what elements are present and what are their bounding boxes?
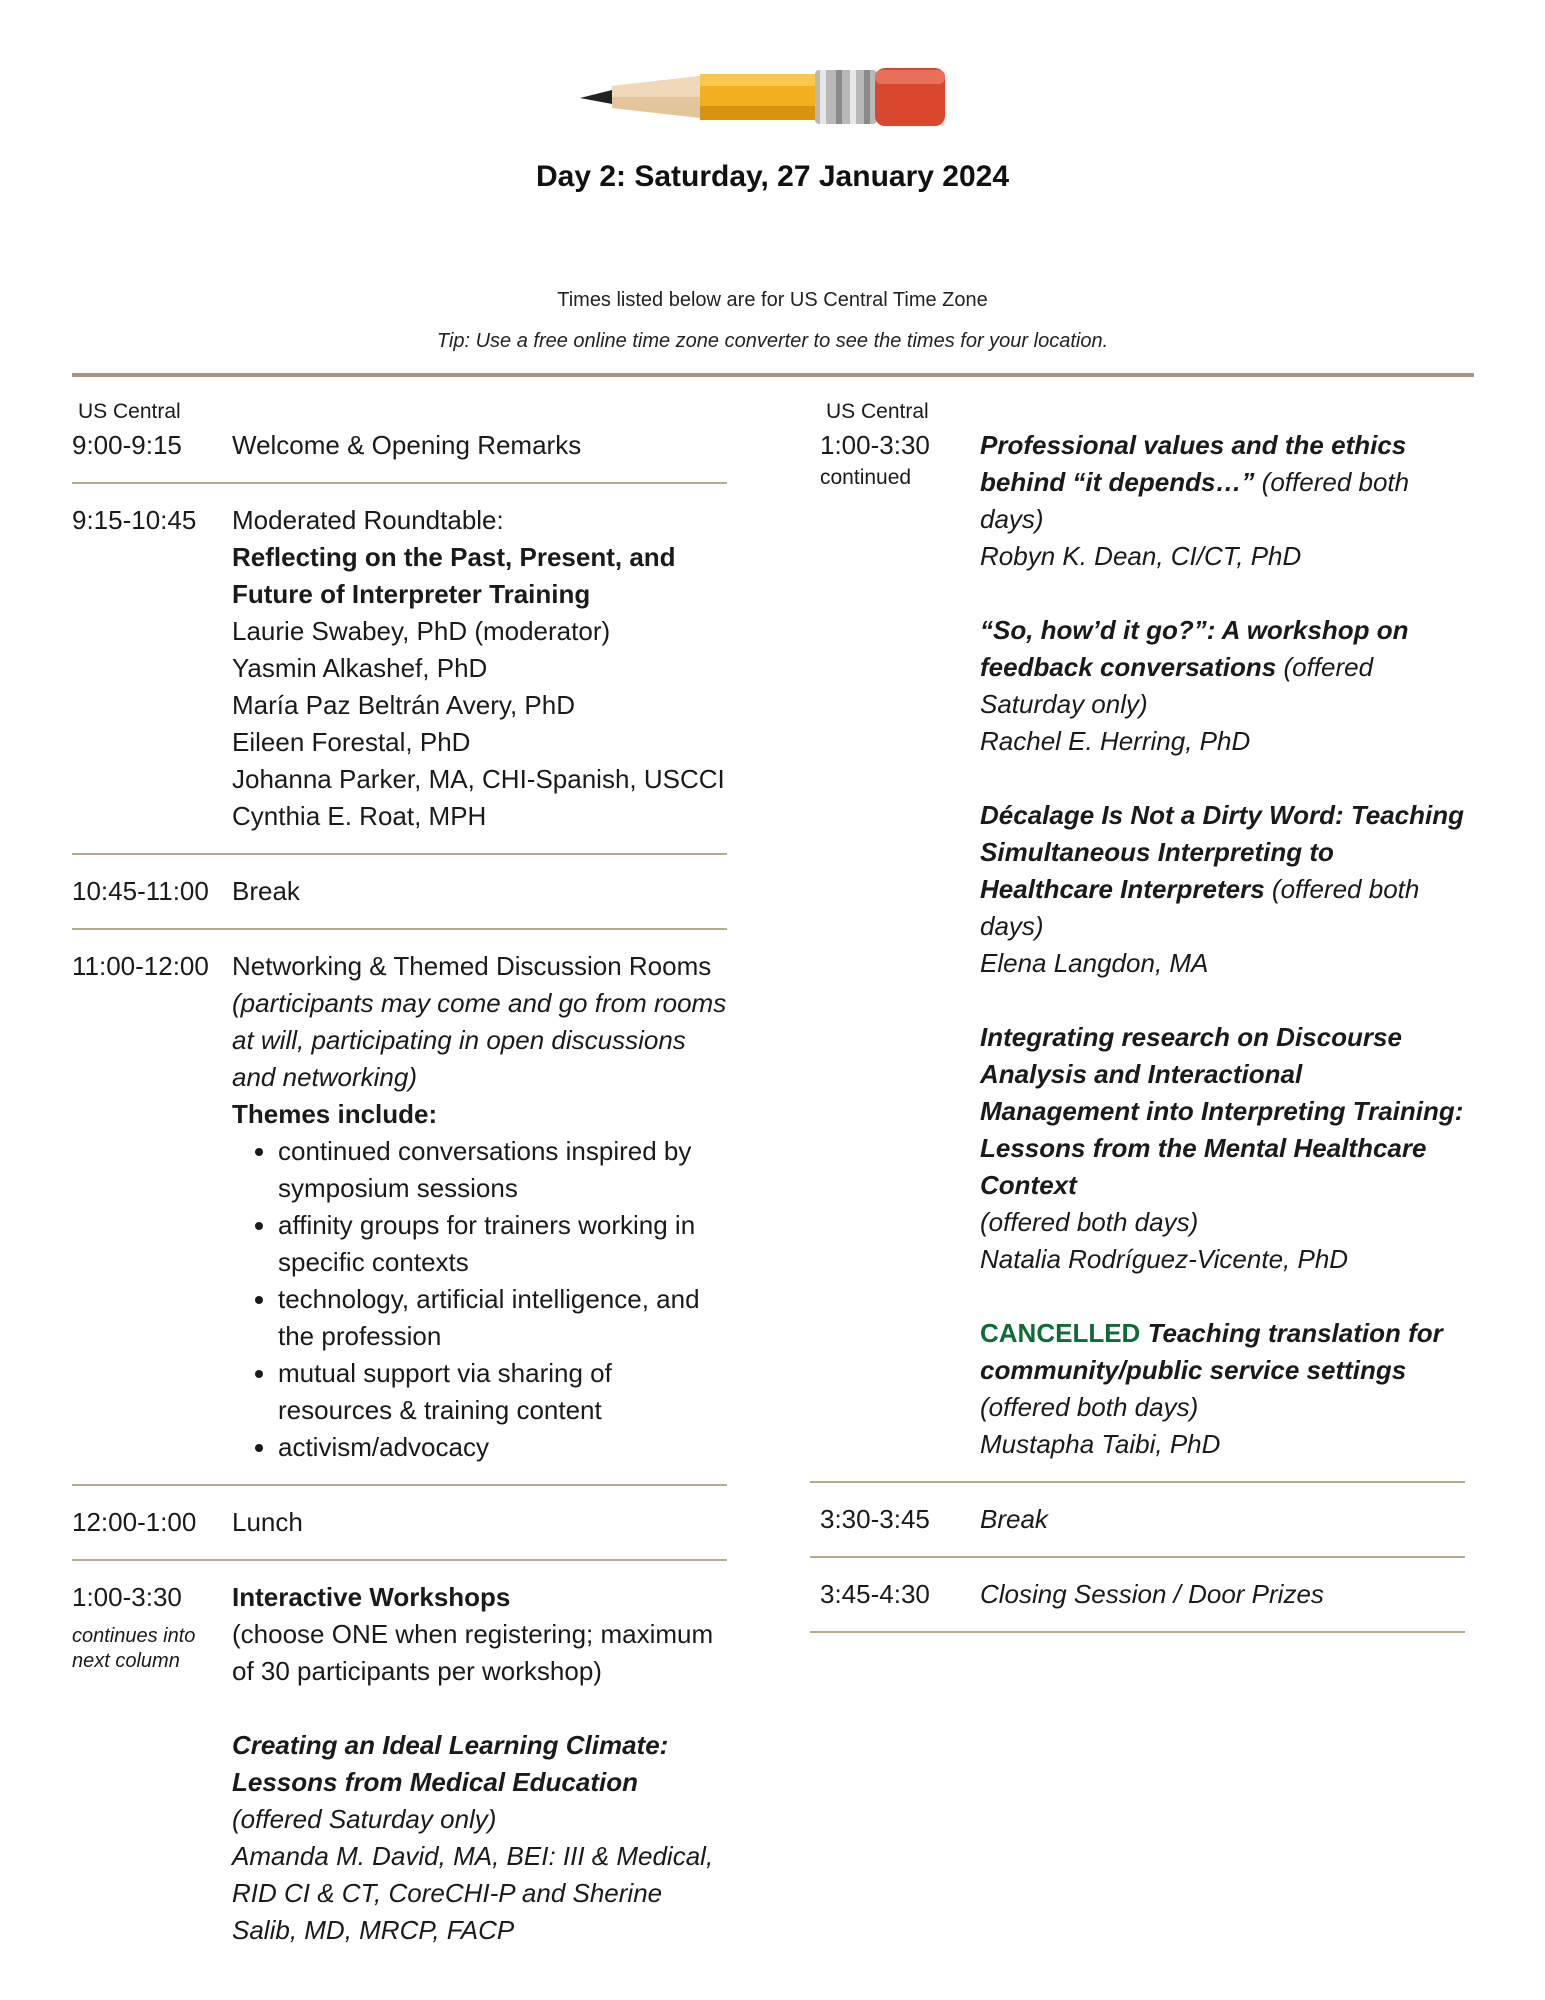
list-item: • continued conversations inspired by symposium sessions <box>278 1133 727 1207</box>
workshop-presenters: Amanda M. David, MA, BEI: III & Medical, RID CI & CT, CoreCHI-P and Sherine Salib, MD, MRCP, FACP <box>232 1841 714 1945</box>
welcome-block <box>72 397 727 484</box>
session-label: Lunch <box>232 1507 303 1537</box>
workshop-title: Creating an Ideal Learning Climate: Lessons from Medical Education <box>232 1730 669 1797</box>
list-item: • mutual support via sharing of resources & training content <box>278 1355 727 1429</box>
session-note: (choose ONE when registering; maximum of 30 participants per workshop) <box>232 1619 714 1686</box>
workshop-title: “So, how’d it go?”: A workshop on feedback conversations <box>980 615 1409 682</box>
closing-block <box>810 1576 1465 1633</box>
page-title: Day 2: Saturday, 27 January 2024 <box>535 160 1010 193</box>
workshop-presenter: Mustapha Taibi, PhD <box>980 1429 1221 1459</box>
workshop-title: Teaching translation for community/public service settings <box>980 1318 1443 1385</box>
list-item: • activism/advocacy <box>278 1429 727 1466</box>
workshop-presenter: Robyn K. Dean, CI/CT, PhD <box>980 541 1302 571</box>
session-label: Break <box>232 876 300 906</box>
timezone-note: Times listed below are for US Central Time Zone <box>557 289 988 311</box>
list-item: • technology, artificial intelligence, and the profession <box>278 1281 727 1355</box>
time-label: 3:45-4:30 <box>820 1579 930 1609</box>
time-label: 9:15-10:45 <box>72 505 197 535</box>
tz-label: US Central <box>78 400 181 423</box>
workshop-item <box>980 427 1465 575</box>
speaker: Laurie Swabey, PhD (moderator) <box>232 616 611 646</box>
session-label: Welcome & Opening Remarks <box>232 430 582 460</box>
time-label: 12:00-1:00 <box>72 1507 197 1537</box>
workshop-title: Professional values and the ethics behind “it depends…” <box>980 430 1407 497</box>
workshop-offered: (offered both days) <box>980 1392 1199 1422</box>
list-item: • affinity groups for trainers working in specific contexts <box>278 1207 727 1281</box>
speaker: María Paz Beltrán Avery, PhD <box>232 690 575 720</box>
time-label: 11:00-12:00 <box>72 951 209 981</box>
workshop-offered: (offered Saturday only) <box>232 1804 497 1834</box>
workshop-offered: (offered both days) <box>980 1207 1199 1237</box>
themes-list <box>232 1133 727 1466</box>
session-label: Break <box>980 1504 1048 1534</box>
workshop-presenter: Elena Langdon, MA <box>980 948 1209 978</box>
time-note: continued <box>820 466 912 489</box>
session-heading: Interactive Workshops <box>232 1582 511 1612</box>
workshop-item <box>980 1019 1465 1278</box>
workshop-title: Integrating research on Discourse Analysis and Interactional Management into Interpreting Training: Lessons from the Mental Healthcare Context <box>980 1022 1464 1200</box>
workshop-title: Décalage Is Not a Dirty Word: Teaching Simultaneous Interpreting to Healthcare Interpreters <box>980 800 1464 904</box>
workshop-item <box>980 612 1465 760</box>
time-label: 3:30-3:45 <box>820 1504 930 1534</box>
themes-heading: Themes include: <box>232 1099 438 1129</box>
time-label: 1:00-3:30 <box>820 430 930 460</box>
tz-label: US Central <box>826 400 929 423</box>
schedule-right-column <box>810 397 1465 1651</box>
workshop-item <box>980 797 1465 982</box>
workshops-block <box>72 1579 727 1967</box>
lunch-block <box>72 1504 727 1561</box>
speaker: Yasmin Alkashef, PhD <box>232 653 488 683</box>
networking-block <box>72 948 727 1486</box>
break-block <box>72 873 727 930</box>
speaker: Cynthia E. Roat, MPH <box>232 801 487 831</box>
workshop-offered: (offered Saturday only) <box>980 652 1374 719</box>
session-type: Moderated Roundtable: <box>232 505 504 535</box>
workshop-item-cancelled <box>980 1315 1465 1463</box>
header-divider <box>72 373 1474 377</box>
workshop-presenter: Natalia Rodríguez-Vicente, PhD <box>980 1244 1349 1274</box>
cancelled-badge: CANCELLED <box>980 1318 1141 1348</box>
roundtable-block <box>72 502 727 855</box>
workshop-presenter: Rachel E. Herring, PhD <box>980 726 1251 756</box>
speaker: Eileen Forestal, PhD <box>232 727 471 757</box>
time-label: 1:00-3:30 <box>72 1582 182 1612</box>
session-label: Networking & Themed Discussion Rooms <box>232 951 712 981</box>
timezone-tip: Tip: Use a free online time zone converter to see the times for your location. <box>436 330 1109 352</box>
pencil-illustration <box>580 60 960 130</box>
time-label: 10:45-11:00 <box>72 876 209 906</box>
schedule-left-column <box>72 397 727 1967</box>
time-label: 9:00-9:15 <box>72 430 182 460</box>
time-note: continues into next column <box>72 1625 196 1672</box>
workshop-offered: (offered both days) <box>980 874 1420 941</box>
break-block <box>810 1501 1465 1558</box>
session-note: (participants may come and go from rooms at will, participating in open discussions and networking) <box>232 988 727 1092</box>
speaker: Johanna Parker, MA, CHI-Spanish, USCCI <box>232 764 725 794</box>
workshop-offered: (offered both days) <box>980 467 1410 534</box>
session-label: Closing Session / Door Prizes <box>980 1579 1324 1609</box>
session-title: Reflecting on the Past, Present, and Future of Interpreter Training <box>232 542 676 609</box>
workshops-continued-block <box>810 397 1465 1483</box>
